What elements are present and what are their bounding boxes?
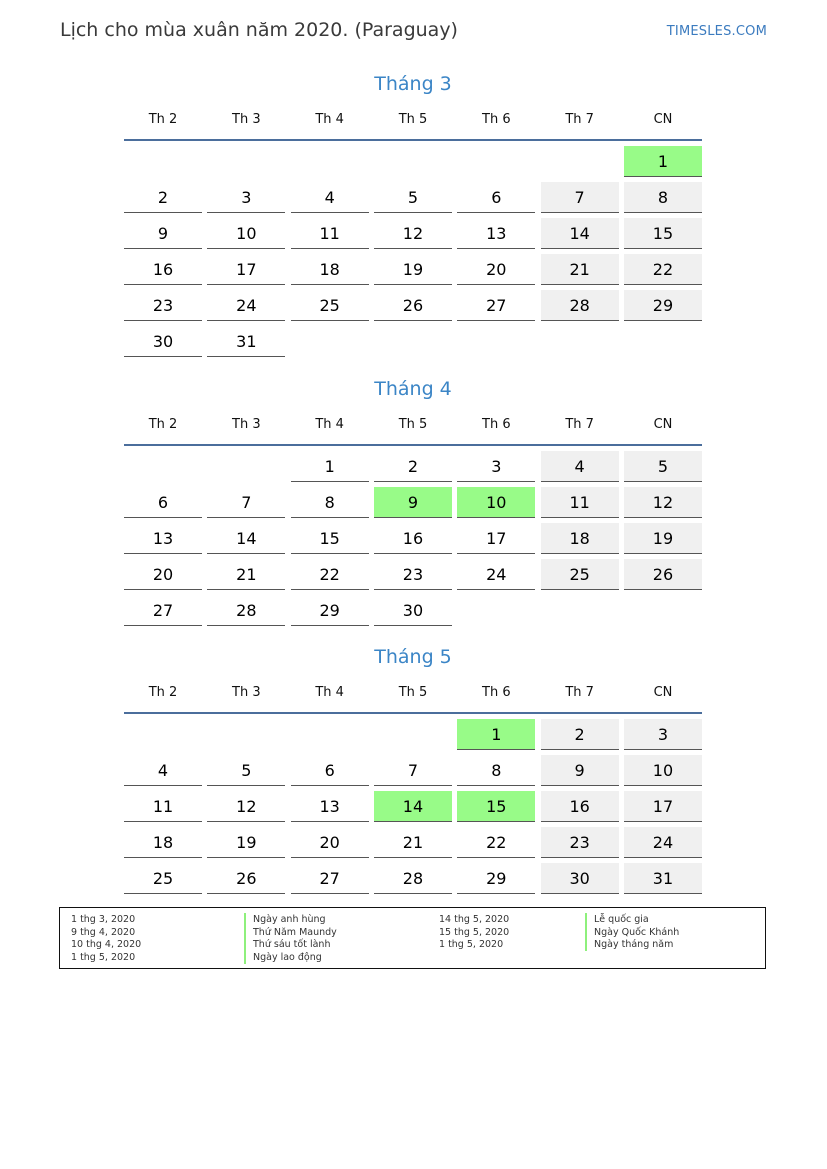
day-cell[interactable]: 14 bbox=[541, 218, 619, 249]
empty-cell bbox=[374, 719, 452, 750]
day-cell[interactable]: 26 bbox=[374, 290, 452, 321]
day-cell[interactable]: 11 bbox=[124, 791, 202, 822]
day-cell[interactable]: 25 bbox=[291, 290, 369, 321]
day-cell[interactable]: 12 bbox=[624, 487, 702, 518]
day-cell[interactable]: 19 bbox=[374, 254, 452, 285]
holiday-day-cell[interactable]: 1 bbox=[457, 719, 535, 750]
empty-cell bbox=[291, 146, 369, 177]
day-cell[interactable]: 6 bbox=[291, 755, 369, 786]
weekday-label: Th 5 bbox=[398, 685, 428, 700]
weekday-label: Th 5 bbox=[398, 417, 428, 432]
day-cell[interactable]: 30 bbox=[541, 863, 619, 894]
day-cell[interactable]: 22 bbox=[624, 254, 702, 285]
day-cell[interactable]: 3 bbox=[624, 719, 702, 750]
day-grid bbox=[124, 451, 702, 626]
empty-cell bbox=[457, 146, 535, 177]
day-grid bbox=[124, 719, 702, 894]
day-cell[interactable]: 17 bbox=[624, 791, 702, 822]
page-title: Lịch cho mùa xuân năm 2020. (Paraguay) bbox=[60, 19, 458, 41]
day-cell[interactable]: 31 bbox=[624, 863, 702, 894]
day-cell[interactable]: 12 bbox=[207, 791, 285, 822]
day-cell[interactable]: 22 bbox=[291, 559, 369, 590]
day-cell[interactable]: 22 bbox=[457, 827, 535, 858]
day-cell[interactable]: 8 bbox=[624, 182, 702, 213]
month-calendar bbox=[124, 71, 702, 357]
day-cell[interactable]: 29 bbox=[457, 863, 535, 894]
month-title: Tháng 4 bbox=[374, 378, 452, 400]
legend-holiday-name: Ngày Quốc Khánh bbox=[585, 926, 679, 939]
legend-date: 15 thg 5, 2020 bbox=[439, 926, 510, 938]
day-cell[interactable]: 28 bbox=[207, 595, 285, 626]
weekday-label: Th 3 bbox=[232, 417, 261, 432]
weekday-label: Th 4 bbox=[315, 417, 344, 432]
legend-date: 1 thg 5, 2020 bbox=[439, 939, 504, 951]
day-cell[interactable]: 25 bbox=[124, 863, 202, 894]
day-cell[interactable]: 27 bbox=[291, 863, 369, 894]
day-cell[interactable]: 4 bbox=[291, 182, 369, 213]
day-cell[interactable]: 23 bbox=[374, 559, 452, 590]
day-cell[interactable]: 21 bbox=[541, 254, 619, 285]
day-cell[interactable]: 23 bbox=[541, 827, 619, 858]
weekday-label: Th 6 bbox=[482, 685, 511, 700]
day-cell[interactable]: 4 bbox=[124, 755, 202, 786]
legend-holiday-name: Ngày anh hùng bbox=[244, 913, 326, 926]
day-cell[interactable]: 30 bbox=[374, 595, 452, 626]
day-cell[interactable]: 20 bbox=[124, 559, 202, 590]
day-cell[interactable]: 11 bbox=[291, 218, 369, 249]
legend-item bbox=[71, 938, 391, 951]
day-cell[interactable]: 18 bbox=[291, 254, 369, 285]
weekday-label: Th 6 bbox=[482, 112, 511, 127]
day-cell[interactable]: 30 bbox=[124, 326, 202, 357]
day-cell[interactable]: 16 bbox=[124, 254, 202, 285]
day-cell[interactable]: 20 bbox=[457, 254, 535, 285]
empty-cell bbox=[291, 719, 369, 750]
weekday-label: Th 2 bbox=[148, 417, 178, 432]
day-cell[interactable]: 5 bbox=[374, 182, 452, 213]
legend-date: 1 thg 3, 2020 bbox=[71, 914, 136, 925]
day-cell[interactable]: 8 bbox=[291, 487, 369, 518]
day-cell[interactable]: 6 bbox=[457, 182, 535, 213]
holiday-legend bbox=[59, 907, 766, 969]
day-cell[interactable]: 21 bbox=[374, 827, 452, 858]
day-cell[interactable]: 27 bbox=[457, 290, 535, 321]
day-cell[interactable]: 25 bbox=[541, 559, 619, 590]
legend-holiday-name: Thứ Năm Maundy bbox=[244, 926, 337, 939]
day-cell[interactable]: 31 bbox=[207, 326, 285, 357]
day-cell[interactable]: 9 bbox=[541, 755, 619, 786]
month-title: Tháng 5 bbox=[374, 646, 452, 668]
month-title: Tháng 3 bbox=[374, 73, 452, 95]
empty-cell bbox=[124, 719, 202, 750]
day-cell[interactable]: 2 bbox=[541, 719, 619, 750]
holiday-day-cell[interactable]: 10 bbox=[457, 487, 535, 518]
weekday-label: CN bbox=[653, 112, 673, 127]
day-cell[interactable]: 21 bbox=[207, 559, 285, 590]
brand-link[interactable]: TIMESLES.COM bbox=[666, 24, 767, 39]
day-cell[interactable]: 12 bbox=[374, 218, 452, 249]
weekday-label: CN bbox=[653, 685, 673, 700]
day-cell[interactable]: 18 bbox=[124, 827, 202, 858]
legend-holiday-name: Lễ quốc gia bbox=[585, 913, 649, 926]
legend-date: 1 thg 5, 2020 bbox=[71, 952, 136, 964]
weekday-header bbox=[124, 416, 702, 434]
empty-cell bbox=[374, 146, 452, 177]
weekday-header bbox=[124, 111, 702, 129]
legend-item bbox=[71, 926, 391, 939]
day-cell[interactable]: 8 bbox=[457, 755, 535, 786]
header-divider bbox=[124, 139, 702, 141]
day-cell[interactable]: 19 bbox=[207, 827, 285, 858]
day-cell[interactable]: 28 bbox=[374, 863, 452, 894]
legend-date: 9 thg 4, 2020 bbox=[71, 926, 136, 938]
month-calendar bbox=[124, 376, 702, 626]
empty-cell bbox=[124, 451, 202, 482]
weekday-header bbox=[124, 684, 702, 702]
empty-cell bbox=[207, 146, 285, 177]
day-cell[interactable]: 28 bbox=[541, 290, 619, 321]
weekday-label: Th 7 bbox=[565, 685, 594, 700]
weekday-label: Th 3 bbox=[232, 685, 261, 700]
holiday-day-cell[interactable]: 14 bbox=[374, 791, 452, 822]
legend-holiday-name: Thứ sáu tốt lành bbox=[244, 938, 330, 951]
weekday-label: Th 4 bbox=[315, 685, 344, 700]
legend-item bbox=[439, 938, 759, 951]
day-cell[interactable]: 11 bbox=[541, 487, 619, 518]
holiday-day-cell[interactable]: 1 bbox=[624, 146, 702, 177]
day-cell[interactable]: 27 bbox=[124, 595, 202, 626]
legend-item bbox=[439, 913, 759, 926]
legend-item bbox=[71, 913, 391, 926]
weekday-label: Th 3 bbox=[232, 112, 261, 127]
weekday-label: Th 4 bbox=[315, 112, 344, 127]
day-cell[interactable]: 17 bbox=[207, 254, 285, 285]
day-cell[interactable]: 19 bbox=[624, 523, 702, 554]
day-cell[interactable]: 4 bbox=[541, 451, 619, 482]
day-cell[interactable]: 7 bbox=[541, 182, 619, 213]
day-cell[interactable]: 3 bbox=[457, 451, 535, 482]
day-cell[interactable]: 16 bbox=[374, 523, 452, 554]
legend-item bbox=[439, 926, 759, 939]
day-cell[interactable]: 7 bbox=[207, 487, 285, 518]
day-cell[interactable]: 16 bbox=[541, 791, 619, 822]
day-cell[interactable]: 26 bbox=[624, 559, 702, 590]
day-cell[interactable]: 13 bbox=[457, 218, 535, 249]
day-cell[interactable]: 17 bbox=[457, 523, 535, 554]
day-cell[interactable]: 14 bbox=[207, 523, 285, 554]
day-cell[interactable]: 6 bbox=[124, 487, 202, 518]
day-cell[interactable]: 10 bbox=[624, 755, 702, 786]
day-cell[interactable]: 29 bbox=[624, 290, 702, 321]
empty-cell bbox=[207, 451, 285, 482]
day-cell[interactable]: 1 bbox=[291, 451, 369, 482]
legend-item bbox=[71, 951, 391, 964]
weekday-label: Th 7 bbox=[565, 417, 594, 432]
header-divider bbox=[124, 444, 702, 446]
day-cell[interactable]: 24 bbox=[457, 559, 535, 590]
day-cell[interactable]: 13 bbox=[291, 791, 369, 822]
day-cell[interactable]: 10 bbox=[207, 218, 285, 249]
day-cell[interactable]: 29 bbox=[291, 595, 369, 626]
legend-holiday-name: Ngày lao động bbox=[244, 951, 322, 964]
day-cell[interactable]: 3 bbox=[207, 182, 285, 213]
day-cell[interactable]: 5 bbox=[207, 755, 285, 786]
legend-date: 10 thg 4, 2020 bbox=[71, 939, 142, 951]
day-cell[interactable]: 26 bbox=[207, 863, 285, 894]
day-cell[interactable]: 15 bbox=[624, 218, 702, 249]
empty-cell bbox=[124, 146, 202, 177]
weekday-label: Th 2 bbox=[148, 112, 178, 127]
day-cell[interactable]: 5 bbox=[624, 451, 702, 482]
empty-cell bbox=[541, 146, 619, 177]
day-cell[interactable]: 24 bbox=[207, 290, 285, 321]
day-cell[interactable]: 24 bbox=[624, 827, 702, 858]
weekday-label: Th 6 bbox=[482, 417, 511, 432]
day-cell[interactable]: 2 bbox=[374, 451, 452, 482]
weekday-label: Th 5 bbox=[398, 112, 428, 127]
weekday-label: Th 7 bbox=[565, 112, 594, 127]
day-cell[interactable]: 23 bbox=[124, 290, 202, 321]
day-grid bbox=[124, 146, 702, 357]
day-cell[interactable]: 7 bbox=[374, 755, 452, 786]
day-cell[interactable]: 9 bbox=[124, 218, 202, 249]
weekday-label: Th 2 bbox=[148, 685, 178, 700]
holiday-day-cell[interactable]: 9 bbox=[374, 487, 452, 518]
holiday-day-cell[interactable]: 15 bbox=[457, 791, 535, 822]
legend-date: 14 thg 5, 2020 bbox=[439, 914, 510, 925]
day-cell[interactable]: 2 bbox=[124, 182, 202, 213]
legend-holiday-name: Ngày tháng năm bbox=[585, 938, 673, 951]
header-divider bbox=[124, 712, 702, 714]
day-cell[interactable]: 20 bbox=[291, 827, 369, 858]
month-calendar bbox=[124, 644, 702, 894]
empty-cell bbox=[207, 719, 285, 750]
weekday-label: CN bbox=[653, 417, 673, 432]
day-cell[interactable]: 15 bbox=[291, 523, 369, 554]
day-cell[interactable]: 13 bbox=[124, 523, 202, 554]
day-cell[interactable]: 18 bbox=[541, 523, 619, 554]
